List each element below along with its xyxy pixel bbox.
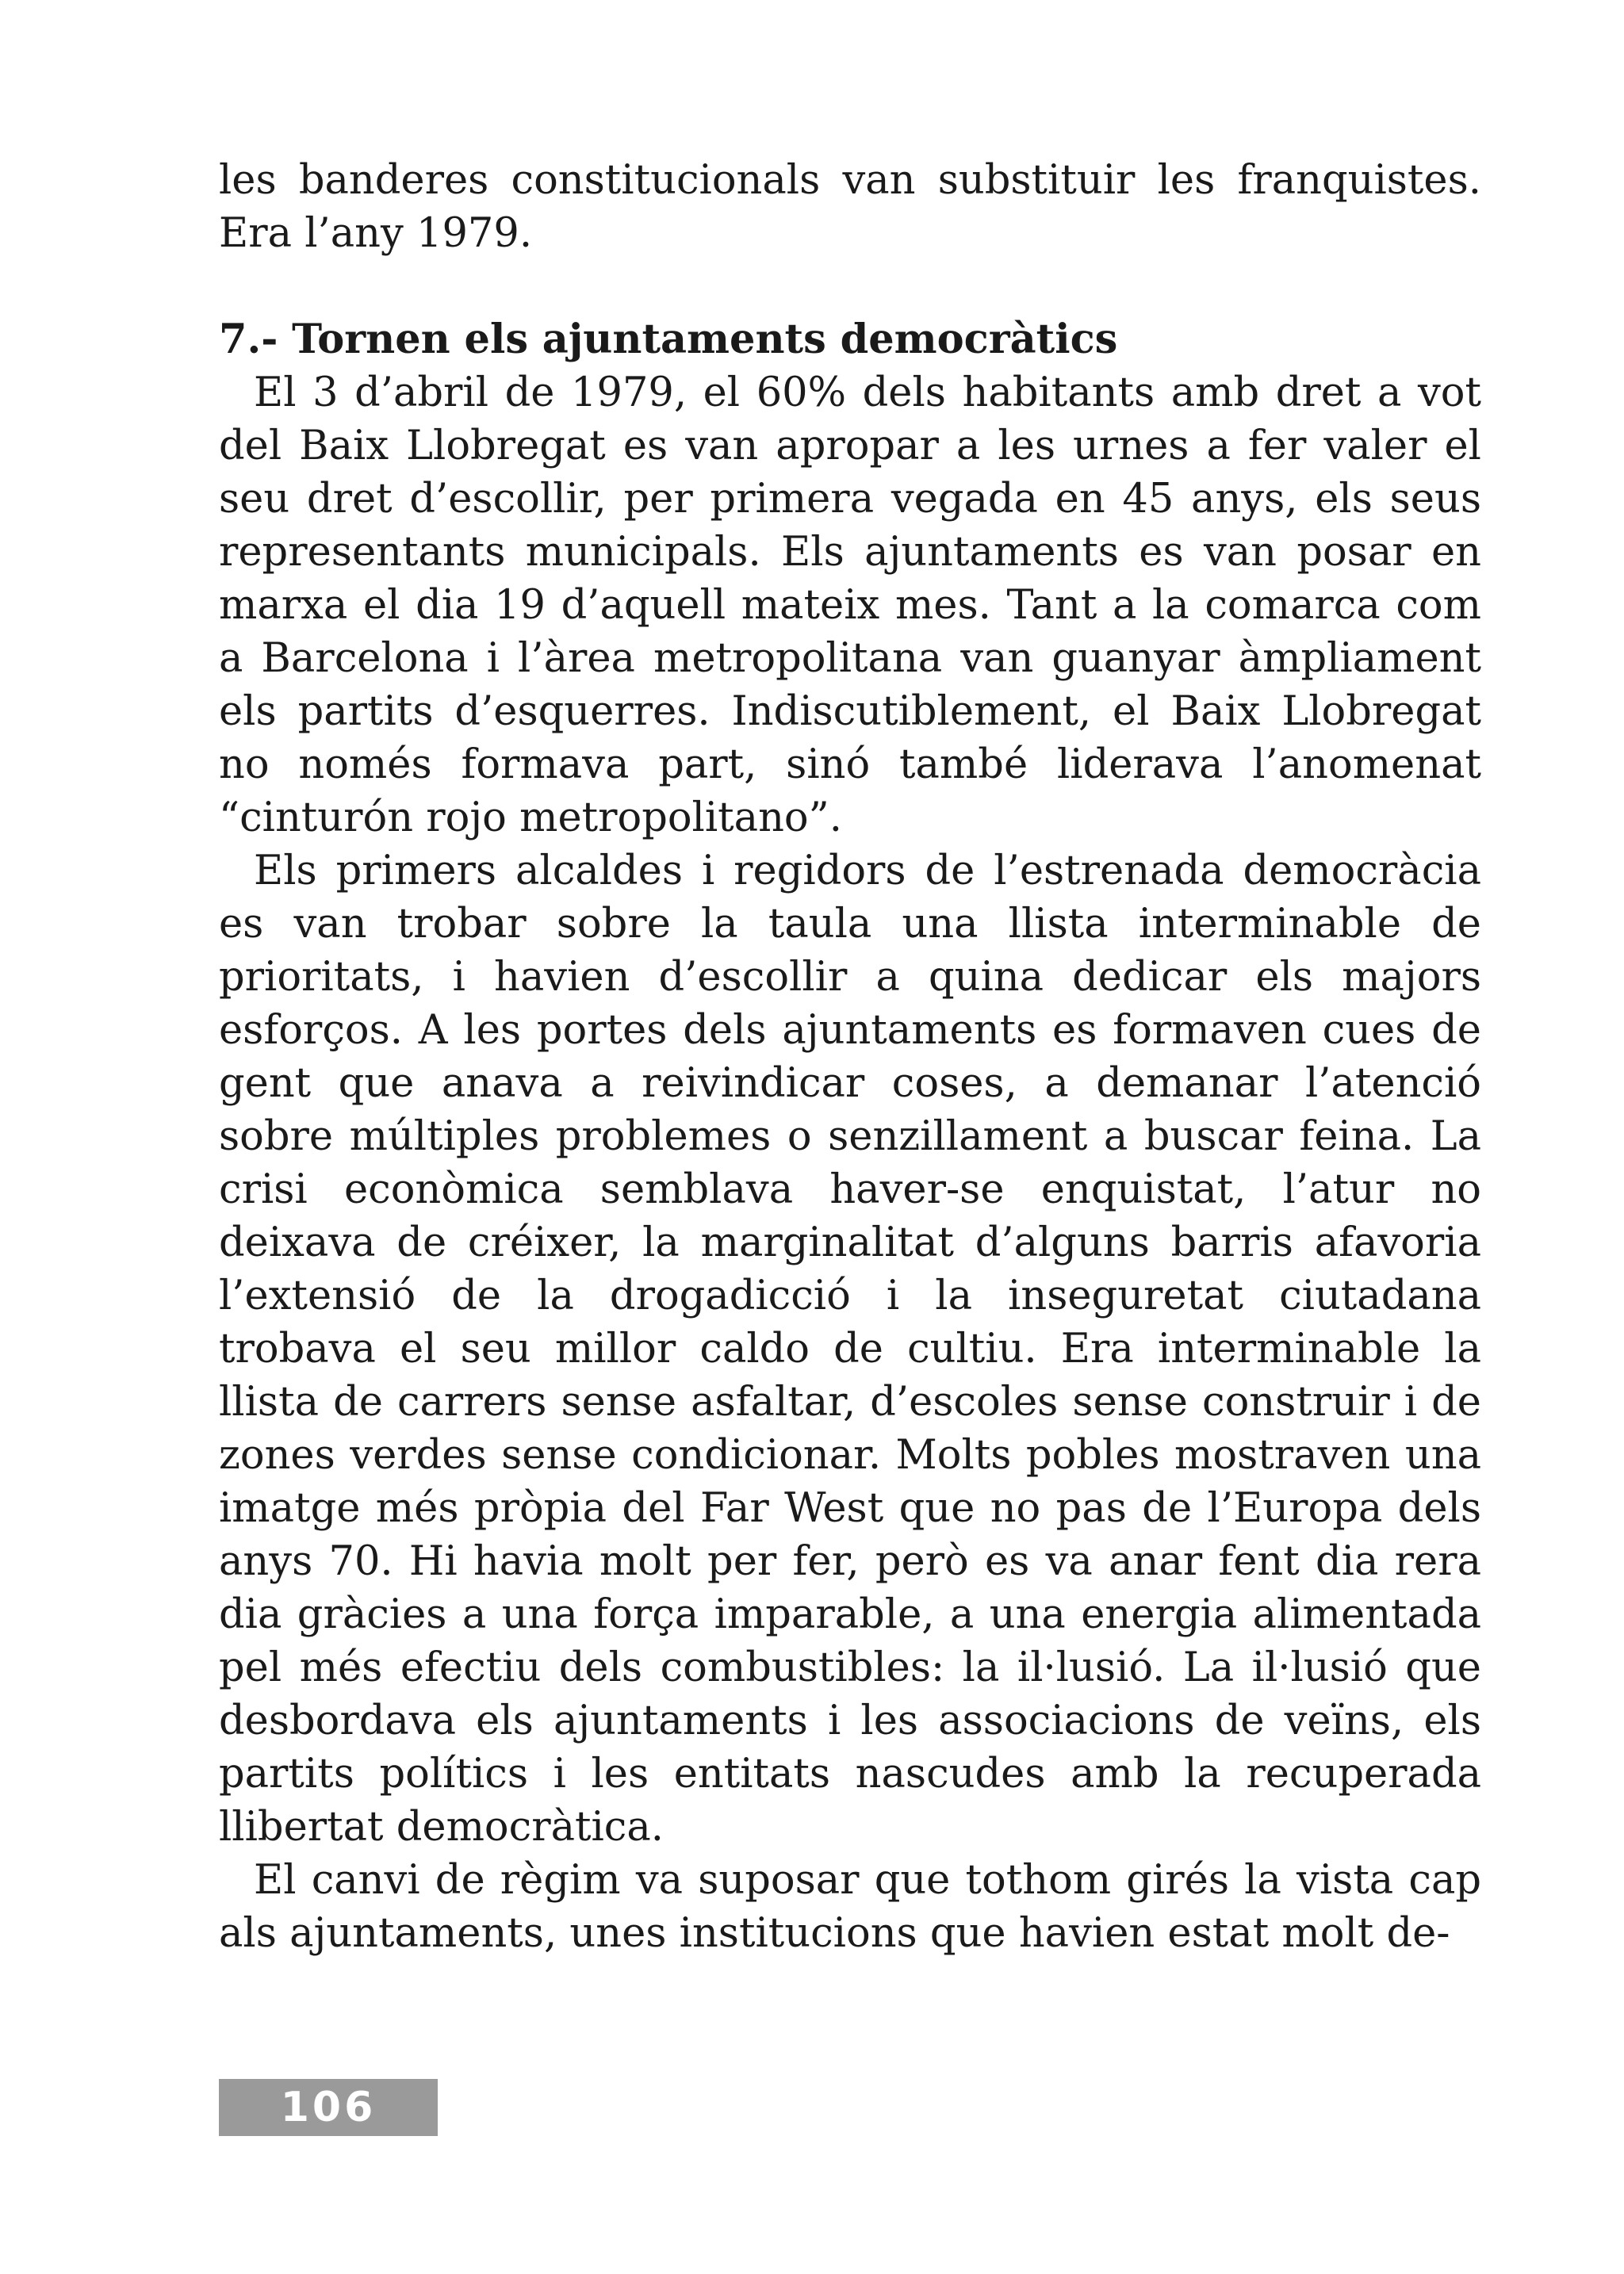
paragraph-3: El canvi de règim va suposar que tothom girés la vista cap als ajuntaments, unes institucions que havien estat molt de- — [219, 1857, 1481, 1957]
paragraph-2: Els primers alcaldes i regidors de l’estrenada democràcia es van trobar sobre la taula una llista interminable de prioritats, i havien d’escollir a quina dedicar els majors esforços. A les portes dels ajuntaments es formaven cues de gent que anava a reivindicar coses, a demanar l’atenció sobre múltiples problemes o senzillament a buscar feina. La crisi econòmica semblava haver-se enquistat, l’atur no deixava de créixer, la marginalitat d’alguns barris afavoria l’extensió de la drogadicció i la inseguretat ciutadana trobava el seu millor caldo de cultiu. Era interminable la llista de carrers sense asfaltar, d’escoles sense construir i de zones verdes sense condicionar. Molts pobles mostraven una imatge més pròpia del Far West que no pas de l’Europa dels anys 70. Hi havia molt per fer, però es va anar fent dia rera dia gràcies a una força imparable, a una energia alimentada pel més efectiu dels combustibles: la il·lusió. La il·lusió que desbordava els ajuntaments i les associacions de veïns, els partits polítics i les entitats nascudes amb la recuperada llibertat democràtica. — [219, 848, 1481, 1851]
page-number-box — [219, 2079, 438, 2136]
paragraph-1: El 3 d’abril de 1979, el 60% dels habitants amb dret a vot del Baix Llobregat es van apropar a les urnes a fer valer el seu dret d’escollir, per primera vegada en 45 anys, els seus representants municipals. Els ajuntaments es van posar en marxa el dia 19 d’aquell mateix mes. Tant a la comarca com a Barcelona i l’àrea metropolitana van guanyar àmpliament els partits d’esquerres. Indiscutiblement, el Baix Llobregat no només formava part, sinó també liderava l’anomenat “cinturón rojo metropolitano”. — [219, 369, 1481, 841]
section-heading: 7.- Tornen els ajuntaments democràtics — [219, 316, 1118, 363]
opening-paragraph: les banderes constitucionals van substituir les franquistes. Era l’any 1979. — [219, 157, 1481, 257]
body-text — [219, 154, 1481, 1960]
page-number: 106 — [280, 2084, 377, 2131]
